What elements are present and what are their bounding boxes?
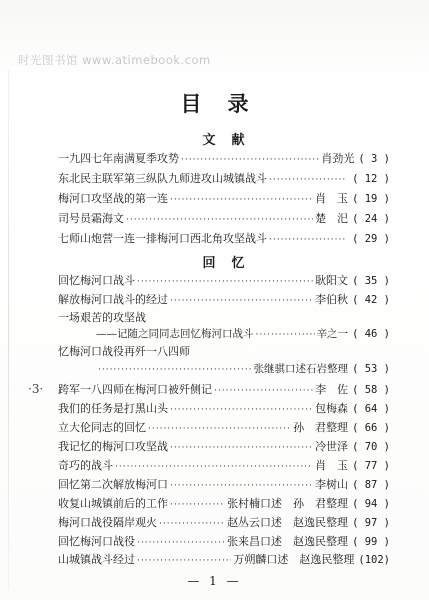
- toc-entry-subtitle: ——记随之同同志回忆梅河口战斗: [96, 328, 254, 340]
- toc-entry-author: 赵丛云口述 赵逸民整理: [227, 516, 349, 529]
- toc-entry[interactable]: [58, 170, 390, 186]
- leader-dots: [148, 424, 291, 434]
- toc-entry-page: ( 29 ): [352, 233, 390, 245]
- leader-dots: [137, 556, 231, 566]
- toc-entry-page: ( 24 ): [352, 213, 390, 225]
- toc-entry-page: ( 99 ): [352, 536, 390, 548]
- toc-entry-title[interactable]: 忆梅河口战役再歼一八四师: [58, 345, 190, 358]
- leader-dots: [170, 296, 313, 306]
- toc-entry-title: 跨军一八四师在梅河口被歼侧记: [58, 383, 212, 396]
- toc-entry-title: 梅河口攻坚战的第一连: [58, 192, 168, 205]
- toc-entry[interactable]: [58, 438, 390, 454]
- leader-dots: [126, 215, 313, 225]
- leader-dots: [115, 462, 313, 472]
- toc-entry[interactable]: [58, 514, 390, 530]
- toc-entry-page: ( 35 ): [352, 275, 390, 287]
- toc-entry-author: 冷世泽: [315, 440, 349, 453]
- section-heading-wenxian: 文献: [202, 133, 261, 148]
- toc-entry-page: ( 97 ): [352, 517, 390, 529]
- toc-entry[interactable]: [58, 381, 390, 397]
- toc-entry-author: 张村楠口述 孙 君整理: [227, 497, 349, 510]
- toc-entry-title: 我们的任务是打黑山头: [58, 402, 168, 415]
- toc-entry-page: ( 70 ): [352, 441, 390, 453]
- leader-dots: [170, 481, 313, 491]
- toc-entry[interactable]: [58, 476, 390, 492]
- page-title: 目录: [180, 91, 275, 116]
- page-number: — 1 —: [187, 574, 242, 588]
- toc-entry[interactable]: [96, 361, 390, 377]
- toc-entry-page: (102): [358, 554, 390, 566]
- toc-entry-page: ( 64 ): [352, 403, 390, 415]
- toc-entry-title: 司号员霜海文: [58, 212, 124, 225]
- toc-entry[interactable]: [58, 400, 390, 416]
- toc-entry-title: 东北民主联军第三纵队九师进攻山城镇战斗: [58, 172, 267, 185]
- toc-entry-author: 肖劲光: [321, 152, 355, 165]
- toc-entry-author: 辛之一: [316, 328, 349, 340]
- leader-dots: [269, 235, 346, 245]
- toc-entry-page: ( 58 ): [352, 384, 390, 396]
- toc-entry-page: ( 42 ): [352, 294, 390, 306]
- toc-entry[interactable]: [58, 190, 390, 206]
- leader-dots: [170, 500, 225, 510]
- leader-dots: [170, 443, 313, 453]
- leader-dots: [214, 386, 313, 396]
- toc-entry-page: ( 77 ): [352, 460, 390, 472]
- toc-entry-author: 包梅森: [315, 402, 349, 415]
- section-heading-huiyi: 回忆: [202, 256, 261, 271]
- toc-entry-title: 梅河口战役隔岸观火: [58, 516, 157, 529]
- toc-entry-page: ( 53 ): [352, 363, 390, 375]
- leader-dots: [137, 277, 313, 287]
- toc-entry-author: 张来昌口述 赵逸民整理: [227, 535, 349, 548]
- toc-entry-title: 奇巧的战斗: [58, 459, 113, 472]
- toc-entry-author: 肖 玉: [315, 459, 349, 472]
- toc-entry[interactable]: [58, 150, 390, 166]
- watermark: 时光图书馆 www.atimebook.com: [18, 53, 211, 67]
- toc-entry-page: ( 12 ): [352, 173, 390, 185]
- toc-entry[interactable]: [58, 419, 390, 435]
- toc-entry-author: 李伯秋: [315, 293, 349, 306]
- toc-entry-page: ( 94 ): [352, 498, 390, 510]
- leader-dots: [170, 195, 313, 205]
- binding-edge: [8, 70, 9, 590]
- toc-entry[interactable]: [58, 495, 390, 511]
- toc-entry[interactable]: [58, 551, 390, 567]
- toc-entry-title: 回忆第二次解放梅河口: [58, 478, 168, 491]
- toc-entry-title: 解放梅河口战斗的经过: [58, 293, 168, 306]
- toc-entry[interactable]: [58, 230, 390, 246]
- toc-entry[interactable]: [58, 291, 390, 307]
- toc-entry-author: 万朔麟口述 赵逸民整理: [233, 553, 355, 566]
- toc-entry[interactable]: [96, 326, 390, 342]
- toc-entry-author: 李 佐: [315, 383, 349, 396]
- leader-dots: [159, 519, 225, 529]
- toc-entry-author: 张继骐口述石岩整理: [253, 363, 349, 375]
- toc-entry-author: 耿阳文: [315, 274, 349, 287]
- leader-dots: [256, 330, 315, 340]
- toc-entry-author: 孙 君整理: [293, 421, 349, 434]
- toc-entry-title[interactable]: 一场艰苦的攻坚战: [58, 311, 146, 324]
- leader-dots: [98, 365, 252, 375]
- toc-entry-author: 肖 玉: [315, 192, 349, 205]
- toc-entry-title: 立大伦同志的回忆: [58, 421, 146, 434]
- toc-entry-title: 回忆梅河口战役: [58, 535, 135, 548]
- toc-entry[interactable]: [58, 533, 390, 549]
- toc-entry-page: ( 19 ): [352, 193, 390, 205]
- leader-dots: [170, 405, 313, 415]
- toc-entry-title: 回忆梅河口战斗: [58, 274, 135, 287]
- toc-entry[interactable]: [58, 210, 390, 226]
- margin-mark: ·3·: [28, 382, 44, 396]
- toc-entry-title: 山城镇战斗经过: [58, 553, 135, 566]
- leader-dots: [181, 155, 319, 165]
- toc-entry-author: 楚 汜: [315, 212, 349, 225]
- toc-entry-title: 七师山炮营一连一排梅河口西北角攻坚战斗: [58, 232, 267, 245]
- leader-dots: [269, 175, 346, 185]
- toc-entry-title: 一九四七年南满夏季攻势: [58, 152, 179, 165]
- toc-entry[interactable]: [58, 457, 390, 473]
- toc-entry-page: ( 46 ): [352, 328, 390, 340]
- toc-entry-page: ( 3 ): [358, 153, 390, 165]
- toc-entry-page: ( 87 ): [352, 479, 390, 491]
- toc-entry[interactable]: [58, 272, 390, 288]
- toc-entry-author: 李树山: [315, 478, 349, 491]
- toc-entry-title: 我记忆的梅河口攻坚战: [58, 440, 168, 453]
- leader-dots: [137, 538, 225, 548]
- toc-entry-page: ( 66 ): [352, 422, 390, 434]
- toc-entry-title: 收复山城镇前后的工作: [58, 497, 168, 510]
